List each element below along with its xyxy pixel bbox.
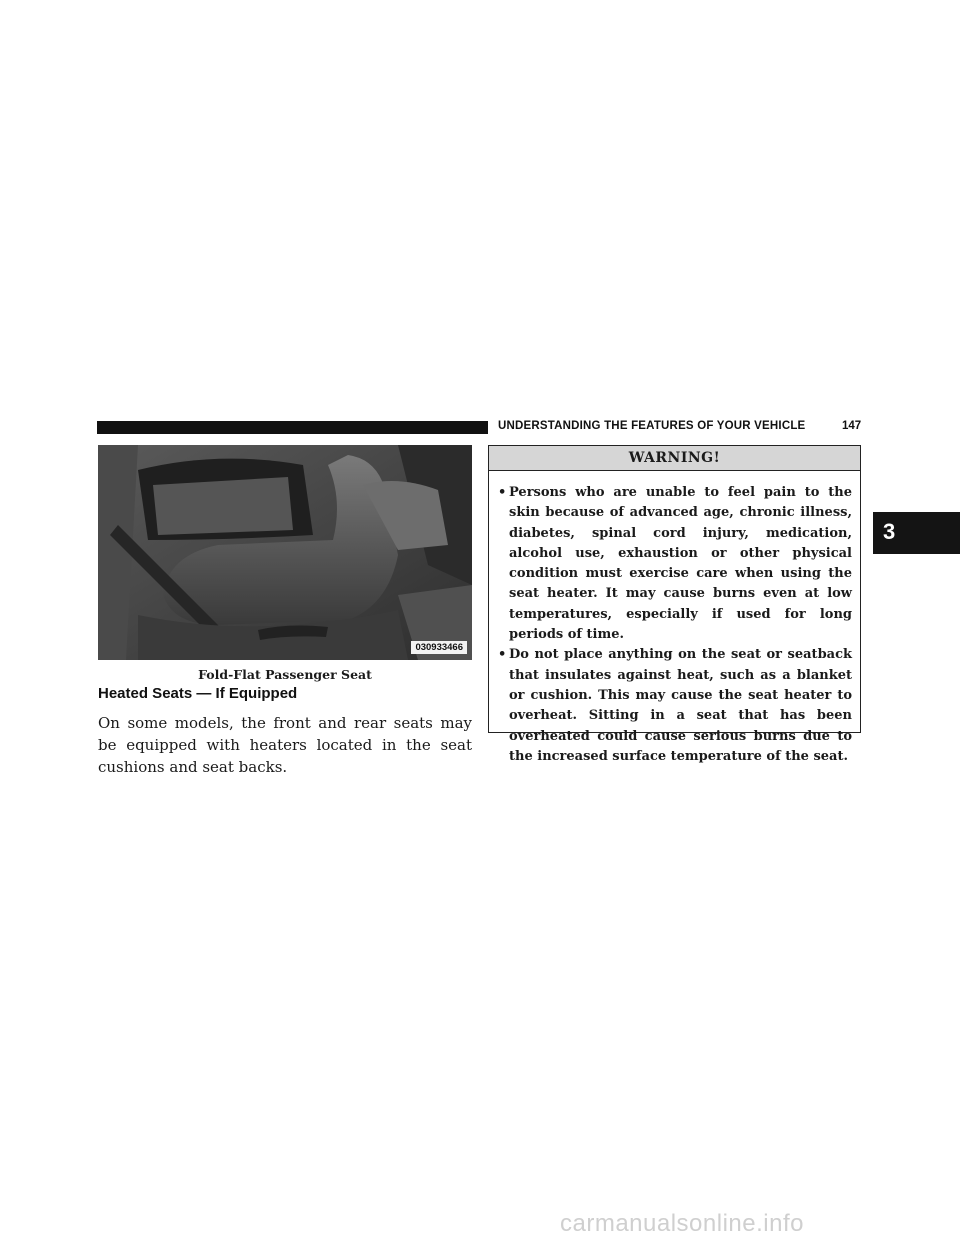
figure-caption: Fold-Flat Passenger Seat <box>198 667 372 682</box>
watermark: carmanualsonline.info <box>560 1210 804 1237</box>
figure-code: 030933466 <box>411 641 467 654</box>
body-paragraph: On some models, the front and rear seats may be equipped with heaters located in the seat cushions and seat backs. <box>98 714 472 776</box>
page-number: 147 <box>842 420 862 432</box>
running-header: UNDERSTANDING THE FEATURES OF YOUR VEHICLE <box>498 420 806 432</box>
section-heading: Heated Seats — If Equipped <box>98 685 298 702</box>
section-tab-number: 3 <box>883 519 896 544</box>
warning-item <box>498 645 852 767</box>
warning-title: WARNING! <box>489 446 860 471</box>
bullet-icon: • <box>498 647 507 663</box>
bullet-icon: • <box>498 485 507 500</box>
seat-photo <box>98 445 472 660</box>
header-rule <box>97 421 488 434</box>
warning-item-text: Do not place anything on the seat or seatback that insulates against heat, such as a blanket or cushion. This may cause the seat heater to overheat. Sitting in a seat that has been overheated could cause serious burns due to the increased surface temperature of the seat. <box>509 647 852 764</box>
warning-box <box>488 445 861 764</box>
seat-illustration <box>98 445 472 660</box>
warning-item <box>498 483 852 645</box>
section-tab <box>873 512 960 554</box>
warning-item-text: Persons who are unable to feel pain to the skin because of advanced age, chronic illness, diabetes, spinal cord injury, medication, alcohol use, exhaustion or other physical condition must exercise care when using the seat heater. It may cause burns even at low temperatures, especially if used for long periods of time. <box>509 485 852 643</box>
warning-list <box>489 471 860 767</box>
